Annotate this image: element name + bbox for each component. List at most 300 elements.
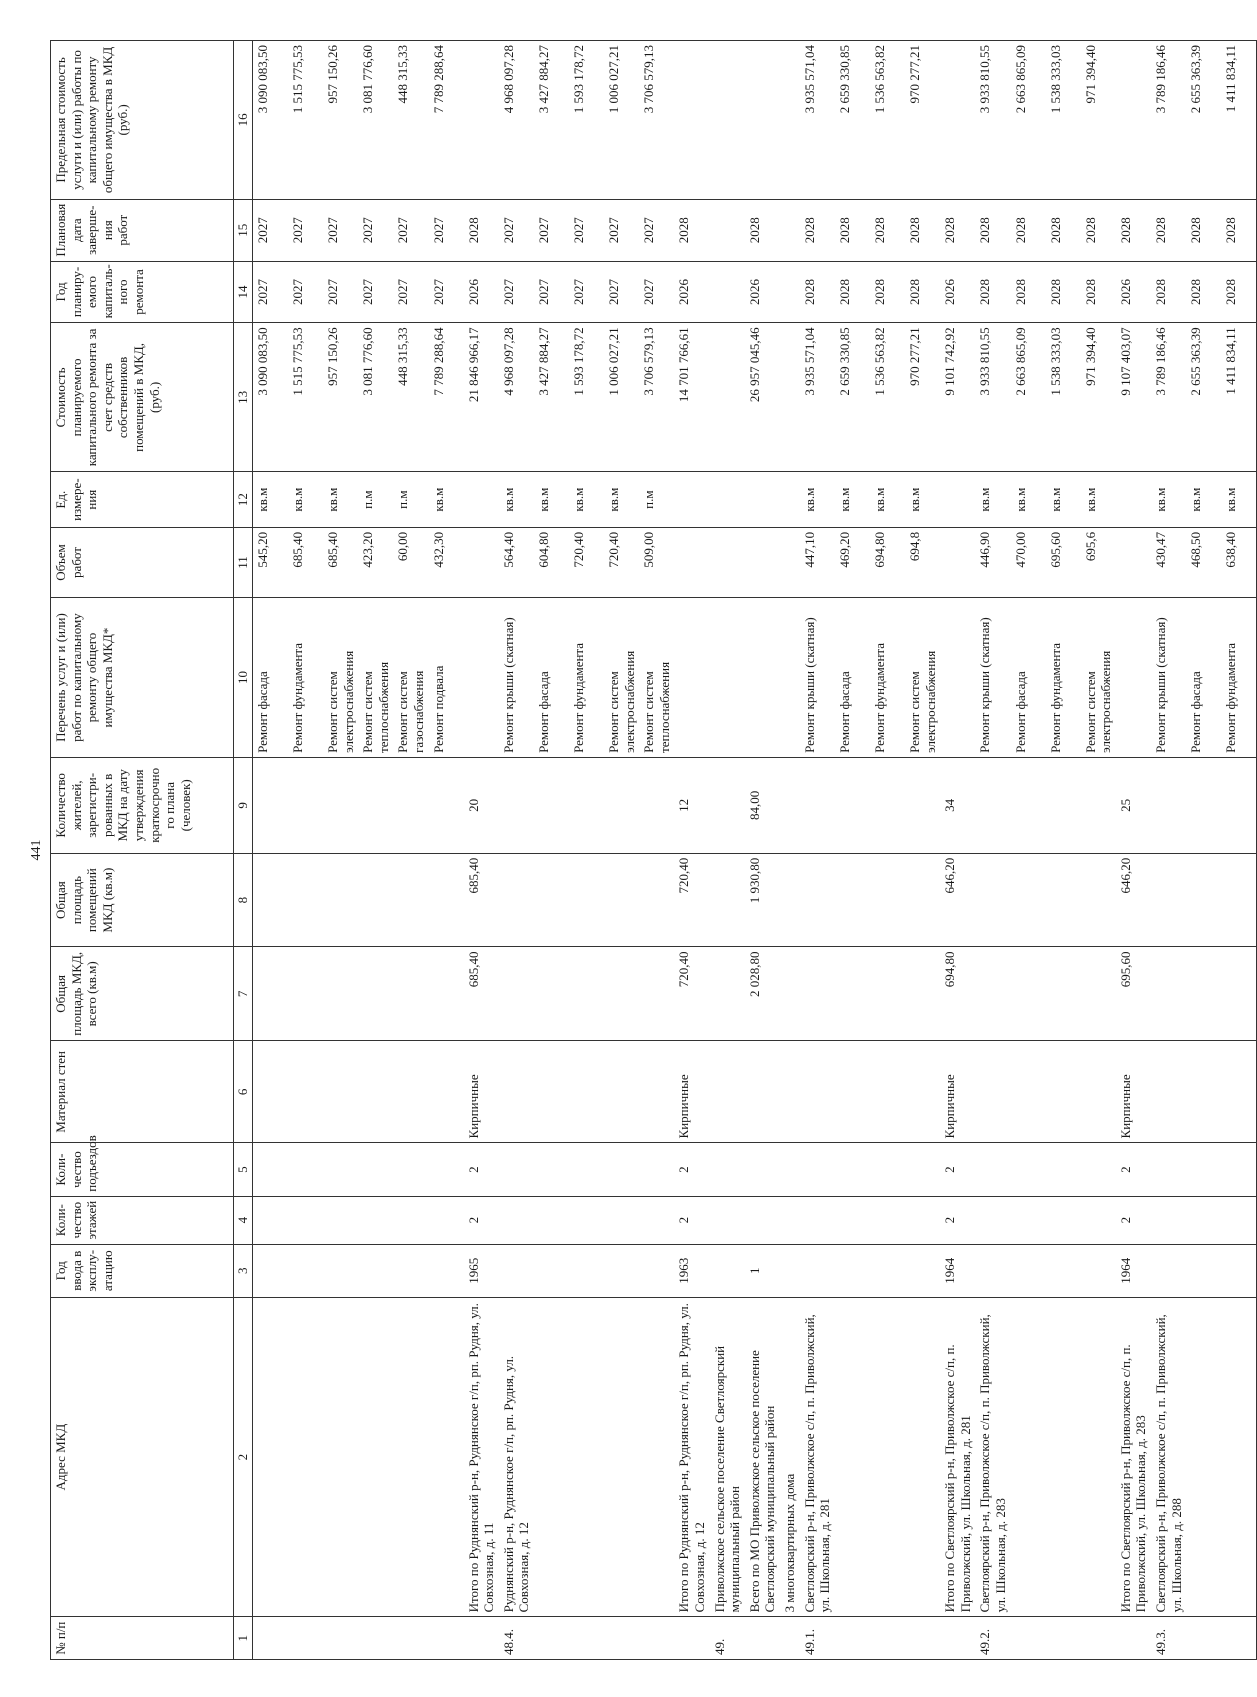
cell-commission-year — [288, 1244, 323, 1297]
cell-wall-material — [780, 1041, 800, 1143]
cell-repair-year: 2027 — [429, 261, 464, 323]
table-row — [1186, 41, 1221, 1660]
cell-entrances — [1046, 1143, 1081, 1196]
cell-residents — [1081, 757, 1116, 853]
cell-address — [639, 1297, 674, 1617]
cell-address: Светлоярский р-н, Приволжское с/п, п. Приволжский, ул. Школьная, д. 283 — [975, 1297, 1010, 1617]
cell-commission-year — [604, 1244, 639, 1297]
cell-item-number — [1011, 1617, 1046, 1660]
cell-planned-cost: 3 090 083,50 — [253, 323, 289, 472]
cell-work-type — [464, 598, 499, 758]
cell-unit: кв.м — [534, 472, 569, 527]
cell-planned-cost: 4 968 097,28 — [499, 323, 534, 472]
cell-floors — [800, 1196, 835, 1244]
cell-max-cost: 1 536 563,82 — [870, 41, 905, 200]
cell-residents — [1186, 757, 1221, 853]
cell-planned-cost: 1 515 775,53 — [288, 323, 323, 472]
column-number: 3 — [234, 1244, 253, 1297]
cell-unit: кв.м — [835, 472, 870, 527]
cell-address — [569, 1297, 604, 1617]
cell-work-type: Ремонт систем газоснабжения — [393, 598, 428, 758]
table-row — [534, 41, 569, 1660]
cell-entrances — [780, 1143, 800, 1196]
cell-repair-year: 2028 — [975, 261, 1010, 323]
cell-max-cost: 3 081 776,60 — [358, 41, 393, 200]
cell-planned-cost: 2 659 330,85 — [835, 323, 870, 472]
cell-work-volume: 432,30 — [429, 527, 464, 597]
cell-address — [905, 1297, 940, 1617]
cell-work-type: Ремонт крыши (скатная) — [499, 598, 534, 758]
cell-planned-cost: 7 789 288,64 — [429, 323, 464, 472]
cell-wall-material — [288, 1041, 323, 1143]
cell-item-number: 49. — [710, 1617, 745, 1660]
cell-planned-cost: 26 957 045,46 — [745, 323, 780, 472]
column-number-row — [234, 41, 253, 1660]
cell-work-type: Ремонт систем теплоснабжения — [639, 598, 674, 758]
cell-residents — [710, 757, 745, 853]
cell-premises-area — [393, 853, 428, 947]
cell-premises-area — [1186, 853, 1221, 947]
cell-max-cost: 3 090 083,50 — [253, 41, 289, 200]
cell-address: Итого по Руднянский р-н, Руднянское г/п, рп. Рудня, ул. Совхозная, д. 12 — [674, 1297, 709, 1617]
cell-planned-cost: 1 593 178,72 — [569, 323, 604, 472]
cell-floors — [534, 1196, 569, 1244]
cell-wall-material — [639, 1041, 674, 1143]
cell-entrances — [639, 1143, 674, 1196]
cell-completion-date: 2028 — [1046, 199, 1081, 261]
cell-item-number — [429, 1617, 464, 1660]
cell-work-type: Ремонт систем электроснабжения — [323, 598, 358, 758]
cell-max-cost: 4 968 097,28 — [499, 41, 534, 200]
cell-repair-year: 2028 — [1046, 261, 1081, 323]
cell-completion-date — [710, 199, 745, 261]
cell-floors — [1151, 1196, 1186, 1244]
cell-residents — [499, 757, 534, 853]
cell-completion-date: 2028 — [1221, 199, 1257, 261]
cell-unit: кв.м — [1011, 472, 1046, 527]
cell-entrances: 2 — [940, 1143, 975, 1196]
cell-total-area: 695,60 — [1116, 947, 1151, 1041]
cell-unit — [940, 472, 975, 527]
cell-commission-year: 1 — [745, 1244, 780, 1297]
cell-completion-date: 2028 — [1151, 199, 1186, 261]
column-number: 14 — [234, 261, 253, 323]
cell-commission-year — [499, 1244, 534, 1297]
cell-repair-year: 2028 — [1221, 261, 1257, 323]
cell-repair-year: 2027 — [534, 261, 569, 323]
cell-address — [1221, 1297, 1257, 1617]
cell-premises-area — [1011, 853, 1046, 947]
cell-wall-material: Кирпичные — [1116, 1041, 1151, 1143]
cell-work-volume: 447,10 — [800, 527, 835, 597]
cell-address — [393, 1297, 428, 1617]
cell-residents — [323, 757, 358, 853]
cell-work-volume: 720,40 — [604, 527, 639, 597]
cell-planned-cost: 3 789 186,46 — [1151, 323, 1186, 472]
cell-residents — [835, 757, 870, 853]
column-number: 6 — [234, 1041, 253, 1143]
cell-premises-area — [835, 853, 870, 947]
cell-premises-area — [1081, 853, 1116, 947]
column-number: 5 — [234, 1143, 253, 1196]
cell-premises-area — [429, 853, 464, 947]
cell-work-volume — [674, 527, 709, 597]
cell-planned-cost: 970 277,21 — [905, 323, 940, 472]
cell-address — [323, 1297, 358, 1617]
cell-floors — [1221, 1196, 1257, 1244]
cell-residents: 20 — [464, 757, 499, 853]
cell-floors — [1011, 1196, 1046, 1244]
column-number: 10 — [234, 598, 253, 758]
table-row — [499, 41, 534, 1660]
cell-wall-material — [393, 1041, 428, 1143]
cell-work-type: Ремонт фасада — [534, 598, 569, 758]
cell-residents — [800, 757, 835, 853]
cell-repair-year: 2027 — [358, 261, 393, 323]
cell-total-area — [1046, 947, 1081, 1041]
cell-total-area — [975, 947, 1010, 1041]
cell-floors — [358, 1196, 393, 1244]
cell-work-type: Ремонт фасада — [1186, 598, 1221, 758]
cell-max-cost: 448 315,33 — [393, 41, 428, 200]
cell-total-area — [569, 947, 604, 1041]
page-number-text: 441 — [29, 839, 44, 861]
cell-wall-material — [870, 1041, 905, 1143]
header-cell: Материал стен — [51, 1041, 234, 1143]
cell-residents: 12 — [674, 757, 709, 853]
header-cell: Коли-чество подъездов — [51, 1143, 234, 1196]
cell-wall-material — [1081, 1041, 1116, 1143]
column-number: 4 — [234, 1196, 253, 1244]
cell-commission-year — [358, 1244, 393, 1297]
cell-floors — [288, 1196, 323, 1244]
cell-work-volume — [464, 527, 499, 597]
cell-commission-year — [253, 1244, 289, 1297]
cell-entrances — [975, 1143, 1010, 1196]
cell-completion-date: 2028 — [1186, 199, 1221, 261]
cell-unit — [780, 472, 800, 527]
cell-unit: кв.м — [604, 472, 639, 527]
cell-total-area — [710, 947, 745, 1041]
cell-wall-material — [1221, 1041, 1257, 1143]
cell-residents: 84,00 — [745, 757, 780, 853]
header-cell: Объем работ — [51, 527, 234, 597]
cell-completion-date: 2027 — [604, 199, 639, 261]
cell-premises-area — [288, 853, 323, 947]
table-row — [429, 41, 464, 1660]
column-number: 9 — [234, 757, 253, 853]
cell-address: Итого по Руднянский р-н, Руднянское г/п, рп. Рудня, ул. Совхозная, д. 11 — [464, 1297, 499, 1617]
cell-item-number: 49.1. — [800, 1617, 835, 1660]
cell-planned-cost: 3 081 776,60 — [358, 323, 393, 472]
cell-completion-date: 2028 — [870, 199, 905, 261]
column-number: 7 — [234, 947, 253, 1041]
cell-residents — [639, 757, 674, 853]
cell-floors — [710, 1196, 745, 1244]
cell-planned-cost: 2 663 865,09 — [1011, 323, 1046, 472]
cell-repair-year: 2027 — [604, 261, 639, 323]
cell-repair-year: 2028 — [835, 261, 870, 323]
cell-entrances — [253, 1143, 289, 1196]
cell-entrances — [745, 1143, 780, 1196]
cell-item-number — [1046, 1617, 1081, 1660]
cell-total-area — [1186, 947, 1221, 1041]
cell-item-number — [464, 1617, 499, 1660]
cell-completion-date: 2027 — [639, 199, 674, 261]
cell-item-number — [639, 1617, 674, 1660]
cell-work-volume: 469,20 — [835, 527, 870, 597]
cell-completion-date: 2028 — [975, 199, 1010, 261]
cell-completion-date: 2028 — [674, 199, 709, 261]
header-cell: Предельная стоимость услуги и (или) работы по капитальному ремонту общего имущества в МКД (руб.) — [51, 41, 234, 200]
cell-work-volume — [940, 527, 975, 597]
cell-max-cost — [940, 41, 975, 200]
cell-wall-material — [429, 1041, 464, 1143]
cell-address — [1081, 1297, 1116, 1617]
cell-entrances — [835, 1143, 870, 1196]
cell-total-area — [780, 947, 800, 1041]
cell-residents: 25 — [1116, 757, 1151, 853]
cell-max-cost: 2 655 363,39 — [1186, 41, 1221, 200]
cell-commission-year — [323, 1244, 358, 1297]
cell-completion-date: 2027 — [253, 199, 289, 261]
cell-work-type: Ремонт фасада — [835, 598, 870, 758]
cell-completion-date: 2027 — [393, 199, 428, 261]
cell-work-type — [1116, 598, 1151, 758]
cell-wall-material — [835, 1041, 870, 1143]
cell-commission-year — [870, 1244, 905, 1297]
cell-residents: 34 — [940, 757, 975, 853]
cell-premises-area — [253, 853, 289, 947]
cell-planned-cost: 3 706 579,13 — [639, 323, 674, 472]
cell-commission-year — [780, 1244, 800, 1297]
cell-max-cost — [745, 41, 780, 200]
cell-planned-cost: 971 394,40 — [1081, 323, 1116, 472]
cell-address — [1186, 1297, 1221, 1617]
rotated-table-container — [50, 40, 1239, 1660]
cell-unit — [710, 472, 745, 527]
cell-residents — [288, 757, 323, 853]
cell-commission-year — [1151, 1244, 1186, 1297]
cell-floors — [569, 1196, 604, 1244]
cell-entrances — [429, 1143, 464, 1196]
cell-work-volume: 423,20 — [358, 527, 393, 597]
cell-commission-year — [429, 1244, 464, 1297]
table-row — [639, 41, 674, 1660]
cell-unit: кв.м — [975, 472, 1010, 527]
cell-premises-area: 646,20 — [940, 853, 975, 947]
table-row — [745, 41, 780, 1660]
cell-work-volume: 564,40 — [499, 527, 534, 597]
cell-address: 3 многоквартирных дома — [780, 1297, 800, 1617]
cell-work-type: Ремонт фасада — [1011, 598, 1046, 758]
cell-planned-cost: 3 933 810,55 — [975, 323, 1010, 472]
cell-work-volume — [710, 527, 745, 597]
cell-unit: кв.м — [253, 472, 289, 527]
cell-commission-year — [800, 1244, 835, 1297]
cell-unit — [745, 472, 780, 527]
cell-address: Всего по МО Приволжское сельское поселение Светлоярский муниципальный район — [745, 1297, 780, 1617]
cell-unit: кв.м — [323, 472, 358, 527]
cell-item-number: 49.2. — [975, 1617, 1010, 1660]
cell-item-number: 49.3. — [1151, 1617, 1186, 1660]
cell-work-volume: 638,40 — [1221, 527, 1257, 597]
cell-completion-date: 2027 — [499, 199, 534, 261]
cell-premises-area — [534, 853, 569, 947]
cell-completion-date: 2027 — [534, 199, 569, 261]
cell-commission-year: 1964 — [1116, 1244, 1151, 1297]
header-cell: Общая площадь помещений МКД (кв.м) — [51, 853, 234, 947]
cell-floors — [323, 1196, 358, 1244]
cell-completion-date: 2028 — [800, 199, 835, 261]
table-row — [1011, 41, 1046, 1660]
cell-total-area: 720,40 — [674, 947, 709, 1041]
cell-max-cost: 1 515 775,53 — [288, 41, 323, 200]
cell-premises-area — [358, 853, 393, 947]
cell-max-cost: 3 427 884,27 — [534, 41, 569, 200]
cell-premises-area — [604, 853, 639, 947]
column-number: 1 — [234, 1617, 253, 1660]
cell-item-number — [323, 1617, 358, 1660]
cell-floors — [1081, 1196, 1116, 1244]
cell-completion-date: 2028 — [1081, 199, 1116, 261]
cell-total-area — [800, 947, 835, 1041]
cell-entrances — [358, 1143, 393, 1196]
cell-address: Светлоярский р-н, Приволжское с/п, п. Приволжский, ул. Школьная, д. 288 — [1151, 1297, 1186, 1617]
cell-max-cost — [780, 41, 800, 200]
cell-residents — [1046, 757, 1081, 853]
cell-repair-year: 2027 — [639, 261, 674, 323]
cell-planned-cost: 448 315,33 — [393, 323, 428, 472]
table-row — [604, 41, 639, 1660]
cell-entrances — [288, 1143, 323, 1196]
cell-entrances — [1011, 1143, 1046, 1196]
cell-total-area: 2 028,80 — [745, 947, 780, 1041]
cell-wall-material — [569, 1041, 604, 1143]
cell-work-volume: 430,47 — [1151, 527, 1186, 597]
header-cell: Количество жителей, зарегистри-рованных в МКД на дату утверждения краткосрочно го плана (человек) — [51, 757, 234, 853]
cell-entrances — [710, 1143, 745, 1196]
cell-unit — [674, 472, 709, 527]
cell-item-number — [253, 1617, 289, 1660]
cell-commission-year — [835, 1244, 870, 1297]
cell-max-cost — [1116, 41, 1151, 200]
cell-planned-cost — [780, 323, 800, 472]
cell-wall-material: Кирпичные — [940, 1041, 975, 1143]
cell-entrances — [1186, 1143, 1221, 1196]
cell-premises-area: 1 930,80 — [745, 853, 780, 947]
column-number: 16 — [234, 41, 253, 200]
cell-floors — [870, 1196, 905, 1244]
cell-premises-area — [1221, 853, 1257, 947]
cell-wall-material — [1186, 1041, 1221, 1143]
cell-repair-year: 2026 — [745, 261, 780, 323]
cell-completion-date: 2028 — [835, 199, 870, 261]
cell-repair-year: 2028 — [1186, 261, 1221, 323]
cell-repair-year — [780, 261, 800, 323]
cell-premises-area — [870, 853, 905, 947]
cell-residents — [429, 757, 464, 853]
table-row — [1151, 41, 1186, 1660]
cell-work-type: Ремонт фундамента — [1046, 598, 1081, 758]
table-row — [1116, 41, 1151, 1660]
cell-wall-material — [800, 1041, 835, 1143]
cell-item-number — [358, 1617, 393, 1660]
column-number: 15 — [234, 199, 253, 261]
header-cell: Стоимость планируемого капитального ремонта за счет средств собственников помещений в МКД, (руб.) — [51, 323, 234, 472]
cell-commission-year — [1221, 1244, 1257, 1297]
cell-completion-date: 2028 — [745, 199, 780, 261]
table-row — [800, 41, 835, 1660]
cell-completion-date: 2028 — [1011, 199, 1046, 261]
cell-floors — [604, 1196, 639, 1244]
cell-unit: кв.м — [1081, 472, 1116, 527]
cell-address — [534, 1297, 569, 1617]
cell-repair-year: 2028 — [800, 261, 835, 323]
cell-wall-material — [745, 1041, 780, 1143]
cell-wall-material: Кирпичные — [674, 1041, 709, 1143]
cell-unit: кв.м — [800, 472, 835, 527]
table-row — [1046, 41, 1081, 1660]
repair-plan-table — [50, 40, 1257, 1660]
cell-work-type — [710, 598, 745, 758]
cell-commission-year — [1046, 1244, 1081, 1297]
cell-planned-cost: 1 538 333,03 — [1046, 323, 1081, 472]
cell-commission-year — [569, 1244, 604, 1297]
cell-work-type — [940, 598, 975, 758]
cell-unit: п.м — [358, 472, 393, 527]
cell-completion-date: 2028 — [464, 199, 499, 261]
cell-work-type: Ремонт фундамента — [569, 598, 604, 758]
cell-item-number — [534, 1617, 569, 1660]
cell-commission-year — [905, 1244, 940, 1297]
cell-floors — [499, 1196, 534, 1244]
cell-commission-year: 1964 — [940, 1244, 975, 1297]
table-row — [358, 41, 393, 1660]
cell-entrances — [534, 1143, 569, 1196]
cell-address: Светлоярский р-н, Приволжское с/п, п. Приволжский, ул. Школьная, д. 281 — [800, 1297, 835, 1617]
cell-repair-year: 2027 — [253, 261, 289, 323]
column-number: 8 — [234, 853, 253, 947]
cell-work-type: Ремонт крыши (скатная) — [1151, 598, 1186, 758]
table-row — [1081, 41, 1116, 1660]
cell-address — [358, 1297, 393, 1617]
table-header-row — [51, 41, 234, 1660]
cell-total-area — [639, 947, 674, 1041]
cell-entrances: 2 — [464, 1143, 499, 1196]
cell-planned-cost: 9 101 742,92 — [940, 323, 975, 472]
column-number: 11 — [234, 527, 253, 597]
cell-wall-material: Кирпичные — [464, 1041, 499, 1143]
cell-entrances — [569, 1143, 604, 1196]
cell-address: Итого по Светлоярский р-н, Приволжское с/п, п. Приволжский, ул. Школьная, д. 281 — [940, 1297, 975, 1617]
cell-premises-area — [800, 853, 835, 947]
cell-repair-year: 2027 — [288, 261, 323, 323]
cell-max-cost: 7 789 288,64 — [429, 41, 464, 200]
cell-residents — [569, 757, 604, 853]
cell-work-type — [745, 598, 780, 758]
cell-commission-year — [710, 1244, 745, 1297]
cell-work-volume — [745, 527, 780, 597]
header-cell: Общая площадь МКД, всего (кв.м) — [51, 947, 234, 1041]
cell-work-volume: 685,40 — [288, 527, 323, 597]
cell-repair-year: 2026 — [940, 261, 975, 323]
cell-residents — [604, 757, 639, 853]
cell-residents — [870, 757, 905, 853]
cell-repair-year: 2026 — [1116, 261, 1151, 323]
cell-item-number — [288, 1617, 323, 1660]
cell-work-volume: 695,6 — [1081, 527, 1116, 597]
